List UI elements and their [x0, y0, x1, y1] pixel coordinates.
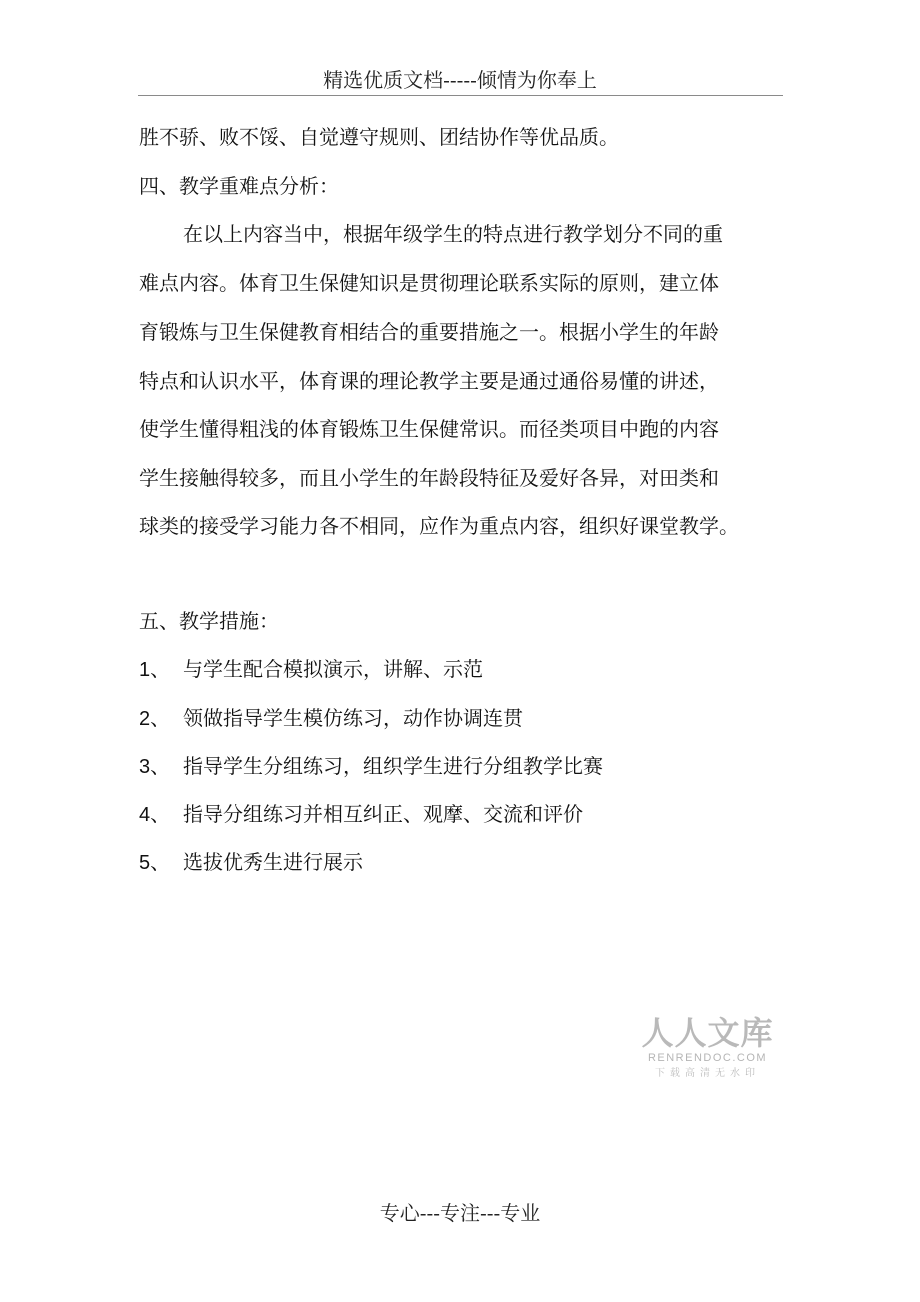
list-item-text: 指导分组练习并相互纠正、观摩、交流和评价: [183, 802, 583, 826]
paragraph-continuation: 胜不骄、败不馁、自觉遵守规则、团结协作等优品质。: [139, 125, 619, 149]
section-5-heading: 五、教学措施：: [139, 609, 279, 633]
watermark-logo: [640, 1015, 775, 1081]
list-item: [139, 801, 583, 828]
list-item: [139, 753, 603, 780]
list-item-number: 3、: [139, 756, 171, 778]
list-item-text: 选拔优秀生进行展示: [183, 850, 363, 874]
list-item: [139, 849, 363, 876]
section-4-line: 在以上内容当中，根据年级学生的特点进行教学划分不同的重: [183, 222, 723, 246]
list-item-number: 5、: [139, 852, 171, 874]
section-4-line: 育锻炼与卫生保健教育相结合的重要措施之一。根据小学生的年龄: [139, 320, 719, 344]
list-item-text: 领做指导学生模仿练习，动作协调连贯: [183, 706, 523, 730]
header-divider: [138, 95, 783, 96]
watermark-subtitle: 下载高清无水印: [655, 1068, 760, 1079]
list-item-number: 2、: [139, 708, 171, 730]
header-title: 精选优质文档-----倾情为你奉上: [323, 68, 597, 92]
list-item: [139, 656, 483, 683]
watermark-url: RENRENDOC.COM: [647, 1052, 768, 1064]
list-item-text: 指导学生分组练习，组织学生进行分组教学比赛: [183, 754, 603, 778]
section-4-line: 球类的接受学习能力各不相同，应作为重点内容，组织好课堂教学。: [139, 514, 739, 538]
list-item-number: 1、: [139, 659, 171, 681]
page-footer: 专心---专注---专业: [379, 1201, 541, 1225]
section-4-line: 学生接触得较多，而且小学生的年龄段特征及爱好各异，对田类和: [139, 466, 719, 490]
section-4-line: 特点和认识水平，体育课的理论教学主要是通过通俗易懂的讲述，: [139, 369, 719, 393]
list-item-number: 4、: [139, 804, 171, 826]
section-4-line: 难点内容。体育卫生保健知识是贯彻理论联系实际的原则，建立体: [139, 271, 719, 295]
section-4-line: 使学生懂得粗浅的体育锻炼卫生保健常识。而径类项目中跑的内容: [139, 417, 719, 441]
section-4-heading: 四、教学重难点分析：: [139, 174, 339, 198]
list-item: [139, 705, 523, 732]
list-item-text: 与学生配合模拟演示，讲解、示范: [183, 657, 483, 681]
watermark-title: 人人文库: [641, 1014, 774, 1052]
